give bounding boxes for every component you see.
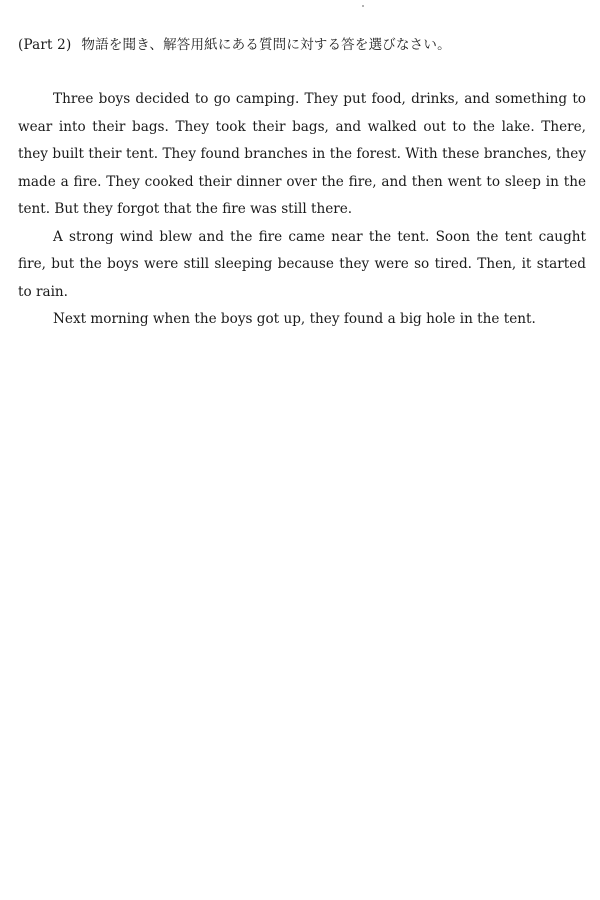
story-paragraph-2: A strong wind blew and the fire came near the tent. Soon the tent caught fire, but the boys were still sleeping because they were so tired. Then, it started to rain. <box>18 228 586 300</box>
scan-speck <box>362 5 364 7</box>
story-text <box>18 86 586 334</box>
instruction-text: 物語を聞き、解答用紙にある質問に対する答を選びなさい。 <box>81 37 451 53</box>
story-paragraph-3: Next morning when the boys got up, they found a big hole in the tent. <box>53 311 536 327</box>
part-heading <box>18 33 451 53</box>
story-paragraph-1: Three boys decided to go camping. They put food, drinks, and something to wear into their bags. They took their bags, and walked out to the lake. There, they built their tent. They found branches in the forest. With these branches, they made a fire. They cooked their dinner over the fire, and then went to sleep in the tent. But they forgot that the fire was still there. <box>18 91 586 217</box>
part-label: (Part 2) <box>18 37 72 53</box>
